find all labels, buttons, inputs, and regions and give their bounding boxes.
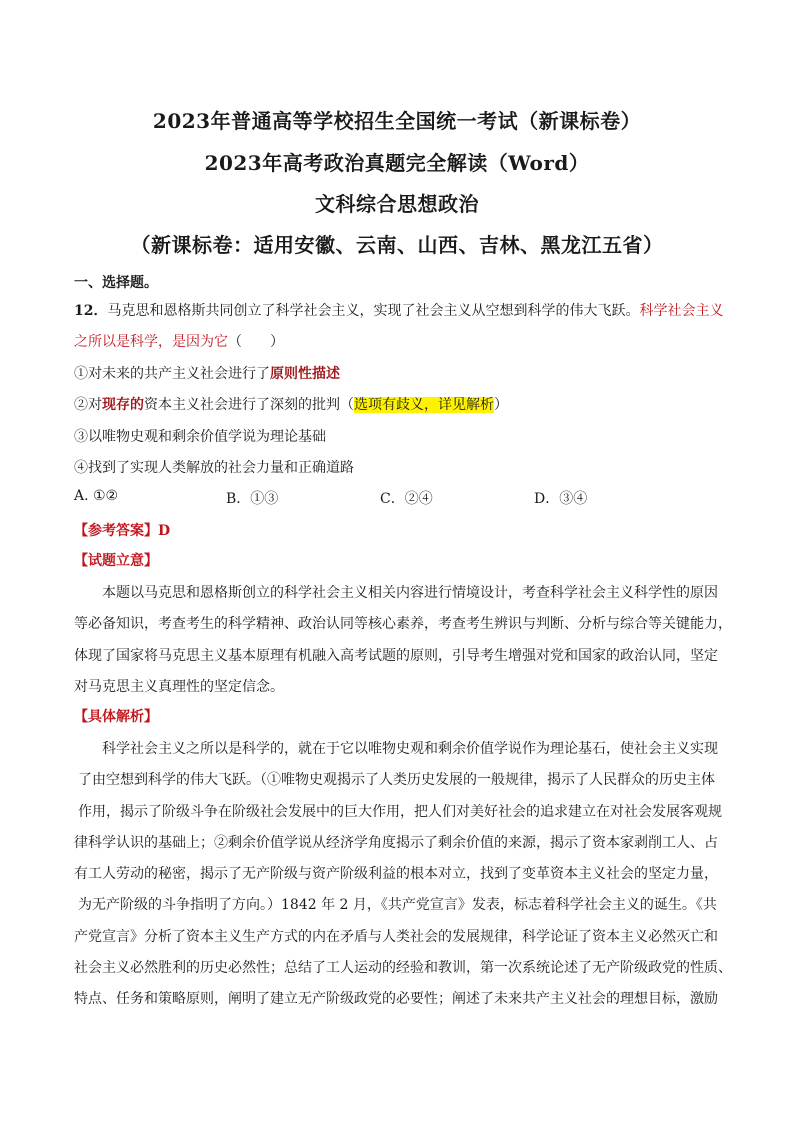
choice-b: B．①③ <box>226 491 279 507</box>
choice-c: C．②④ <box>380 491 433 507</box>
analysis-line: 了由空想到科学的伟大飞跃。（①唯物史观揭示了人类历史发展的一般规律，揭示了人民群众的历史主体 <box>78 772 715 789</box>
option-2-emphasis: 现存的 <box>102 397 144 413</box>
analysis-paragraph <box>74 734 732 1016</box>
analysis-line: 为无产阶级的斗争指明了方向。）1842 年 2 月，《共产党宣言》发表，标志着科学社会主义的诞生。《共 <box>78 897 717 914</box>
option-4: ④找到了实现人类解放的社会力量和正确道路 <box>74 460 354 476</box>
choice-d: D．③④ <box>534 491 588 507</box>
intent-paragraph <box>74 578 732 703</box>
option-2-paren-close: ） <box>494 397 508 413</box>
option-1 <box>74 363 340 383</box>
intent-heading: 【试题立意】 <box>74 553 158 569</box>
analysis-line: 作用，揭示了阶级斗争在阶级社会发展中的巨大作用，把人们对美好社会的追求建立在对社会发展客观规 <box>78 803 722 820</box>
option-2 <box>74 394 508 414</box>
option-1-text: ①对未来的共产主义社会进行了 <box>74 366 270 382</box>
option-3: ③以唯物史观和剩余价值学说为理论基础 <box>74 429 326 445</box>
question-stem-line2 <box>74 331 284 351</box>
question-number: 12． <box>74 303 108 319</box>
analysis-line: 律科学认识的基础上；②剩余价值学说从经济学角度揭示了剩余价值的来源，揭示了资本家剥削工人、占 <box>74 834 718 851</box>
analysis-line: 产党宣言》分析了资本主义生产方式的内在矛盾与人类社会的发展规律，科学论证了资本主义必然灭亡和 <box>74 928 718 945</box>
analysis-line: 科学社会主义之所以是科学的，就在于它以唯物史观和剩余价值学说作为理论基石，使社会主义实现 <box>102 741 718 757</box>
analysis-heading: 【具体解析】 <box>74 709 158 725</box>
analysis-line: 社会主义必然胜利的历史必然性；总结了工人运动的经验和教训，第一次系统论述了无产阶级政党的性质、 <box>74 960 732 977</box>
option-2-highlight-note: 选项有歧义，详见解析 <box>354 397 494 413</box>
question-stem-emphasis-2: 之所以是科学，是因为它 <box>74 334 228 350</box>
subject-title: 文科综合思想政治 <box>315 192 479 216</box>
document-title: 2023年高考政治真题完全解读（Word） <box>204 151 590 175</box>
option-2-text: 资本主义社会进行了深刻的批判 <box>144 397 340 413</box>
intent-line: 对马克思主义真理性的坚定信念。 <box>74 678 284 695</box>
question-stem-line1 <box>74 300 723 320</box>
intent-line: 等必备知识，考查考生的科学精神、政治认同等核心素养，考查考生辨识与判断、分析与综合等关键能力， <box>74 616 732 633</box>
option-2-paren-open: （ <box>340 397 354 413</box>
reference-answer: 【参考答案】D <box>74 523 171 539</box>
analysis-line: 特点、任务和策略原则，阐明了建立无产阶级政党的必要性；阐述了未来共产主义社会的理想目标，激励 <box>74 991 718 1008</box>
intent-line: 体现了国家将马克思主义基本原理有机融入高考试题的原则，引导考生增强对党和国家的政治认同，坚定 <box>74 647 718 664</box>
question-stem: 马克思和恩格斯共同创立了科学社会主义，实现了社会主义从空想到科学的伟大飞跃。 <box>107 303 640 319</box>
choice-a: A. ①② <box>74 488 119 504</box>
option-1-emphasis: 原则性描述 <box>270 366 340 382</box>
question-blank: （ ） <box>228 334 284 350</box>
option-2-prefix: ②对 <box>74 397 102 413</box>
intent-line: 本题以马克思和恩格斯创立的科学社会主义相关内容进行情境设计，考查科学社会主义科学性的原因 <box>102 585 718 601</box>
analysis-line: 有工人劳动的秘密，揭示了无产阶级与资产阶级利益的根本对立，找到了变革资本主义社会的坚定力量， <box>74 866 718 883</box>
region-title: （新课标卷：适用安徽、云南、山西、吉林、黑龙江五省） <box>130 233 664 257</box>
exam-title: 2023年普通高等学校招生全国统一考试（新课标卷） <box>152 109 642 133</box>
section-heading: 一、选择题。 <box>74 275 158 291</box>
question-stem-emphasis: 科学社会主义 <box>639 303 724 319</box>
